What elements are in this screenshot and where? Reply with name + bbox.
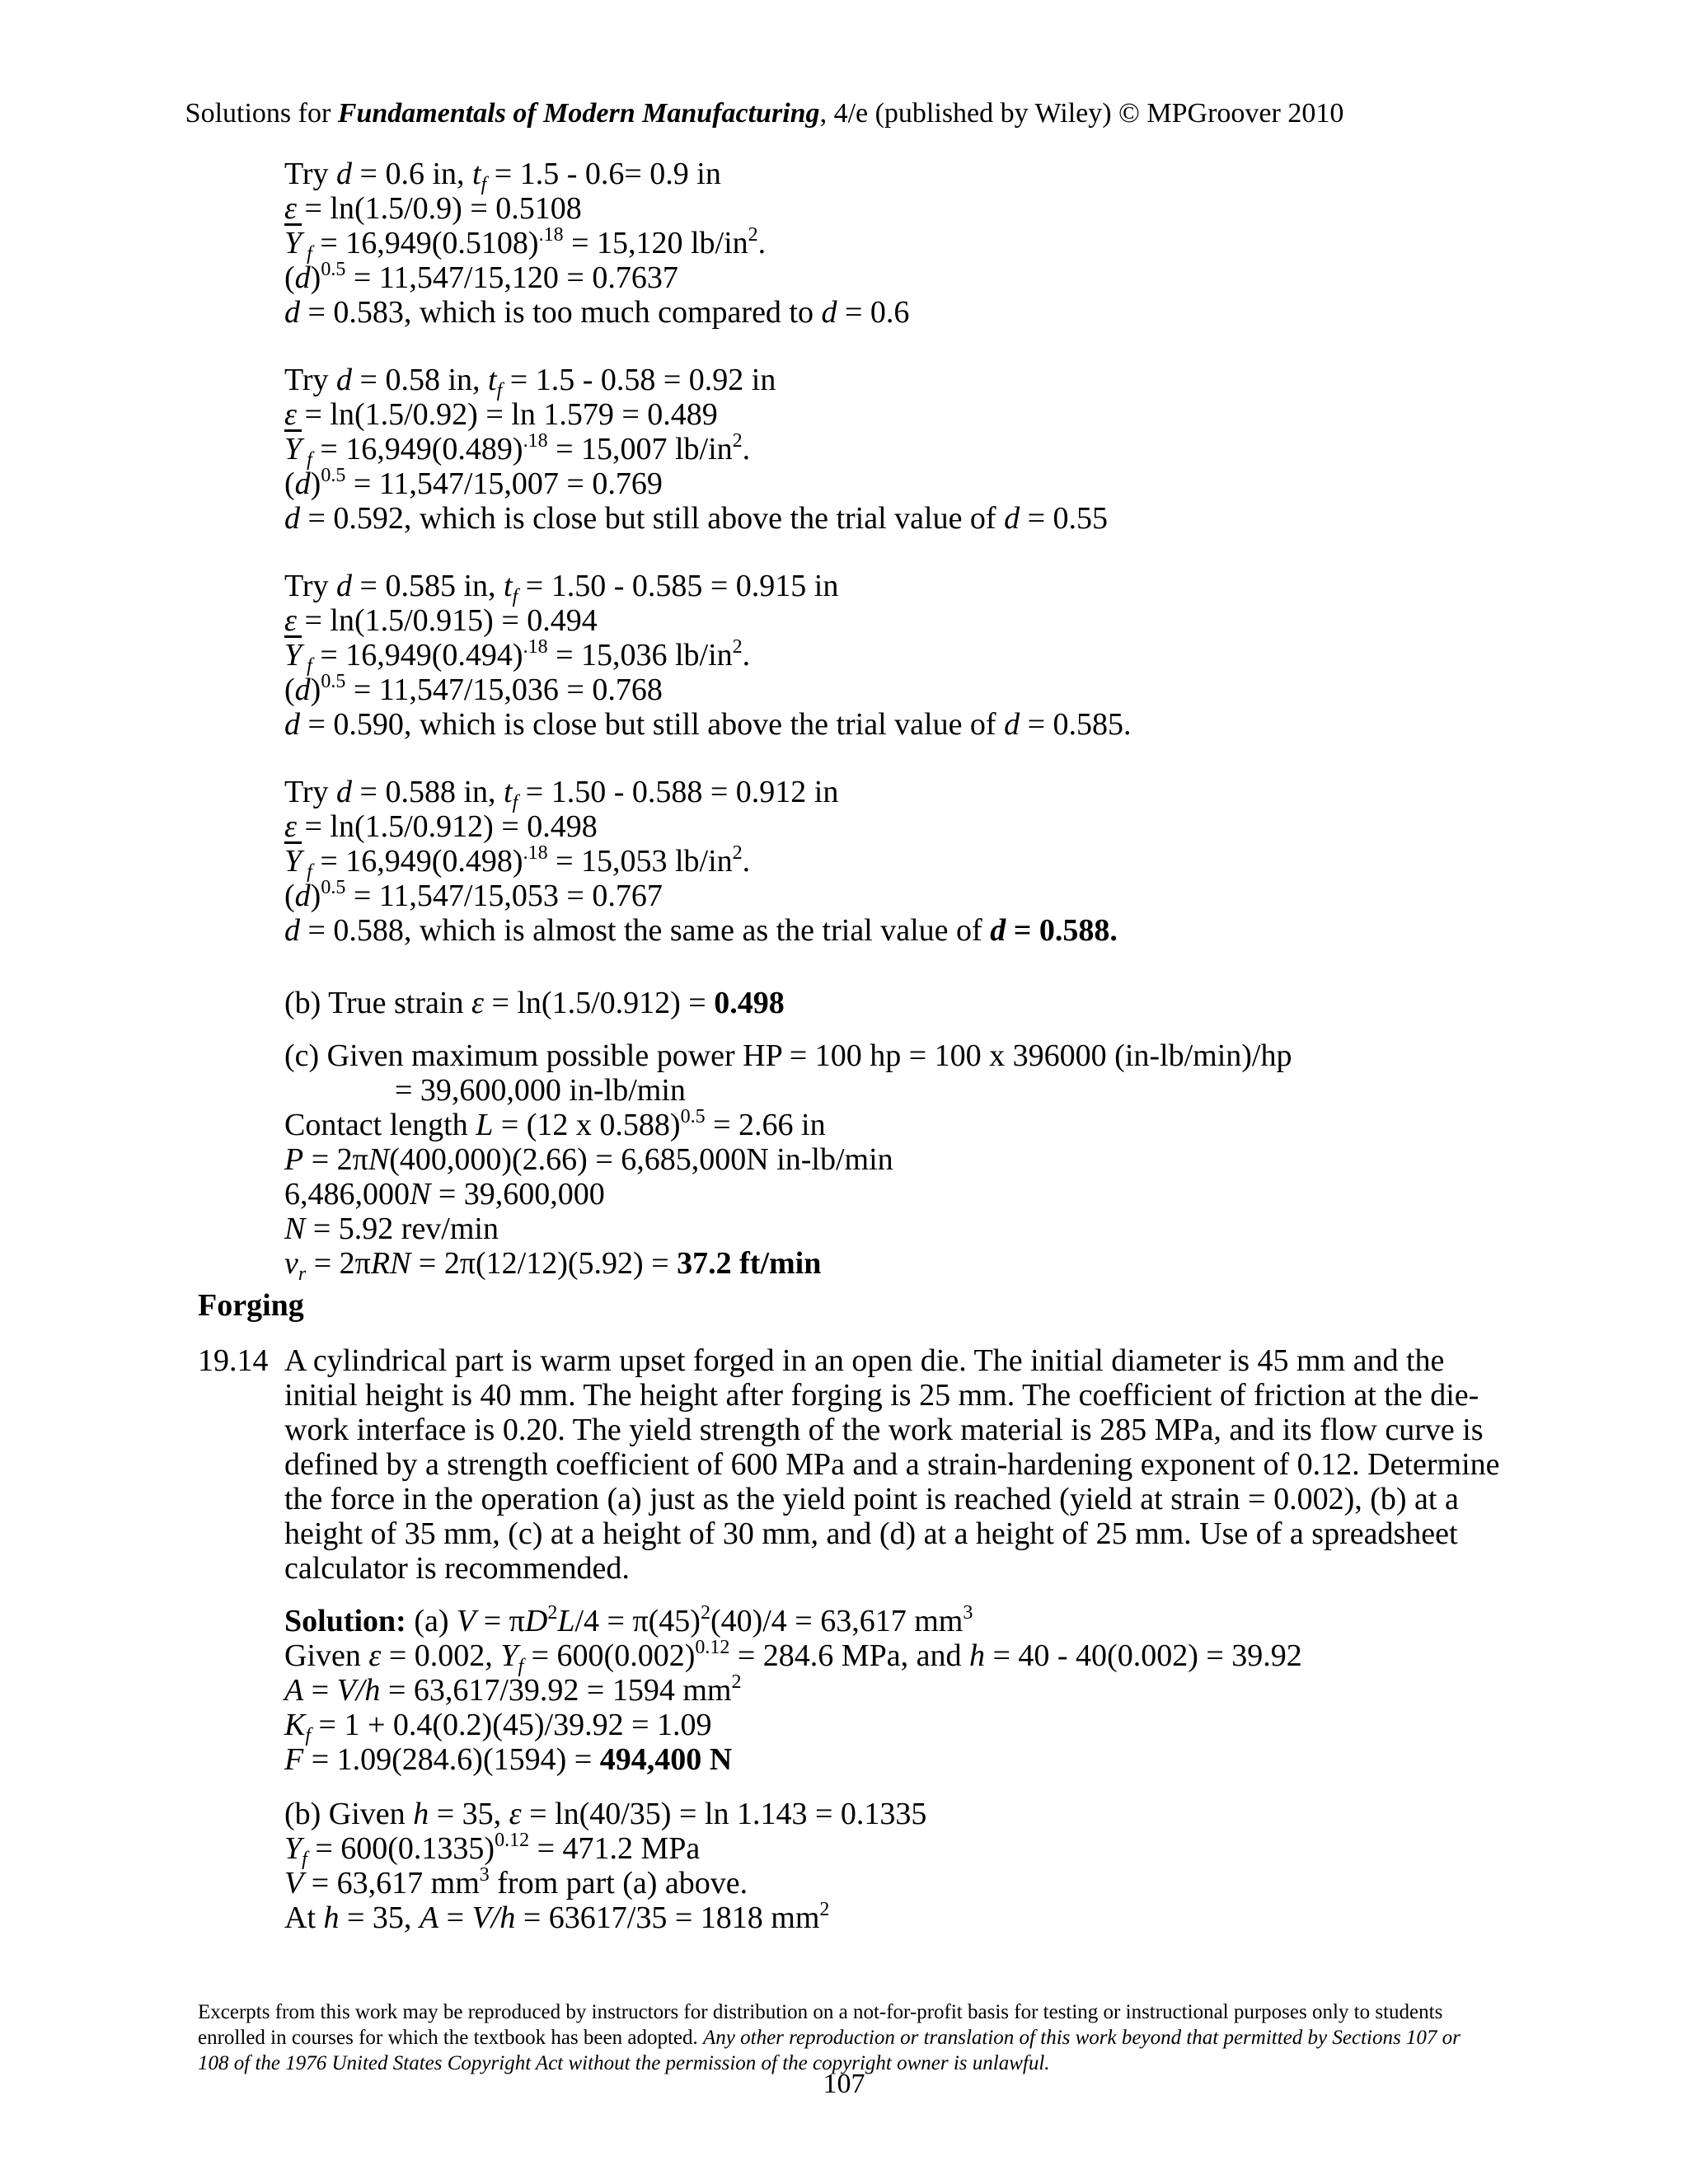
section-heading: Forging: [198, 1288, 304, 1323]
solution-part-a: Solution: (a) $V = \pi D^2L/4 = \pi(45)^2(40)/4 = 63,617$ $mm^3$ Given ε = 0.002, $Y_f = 600(0.002)^{0.12} = 284.6$ MPa, and h = 40 - 40(0.002) = 39.92 A = V/h = 63,617/39.92 = 1594 $mm^2$ $K_f = 1 + 0.4(0.2)(45)/39.92 = 1.09$ F = 1.09(284.6)(1594) = 494,400 N: [284, 1602, 1302, 1777]
trial-block: Try d = 0.58 in, $t_f = 1.5 - 0.58 = 0.92$ in ε = ln(1.5/0.92) = ln 1.579 = 0.489 $\overline{Y}$ $_f = 16,949(0.489)^{.18} = 15,007$ $lb/in^2$. $(d)^{0.5} = 11,547/15,007 = 0.769$ d = 0.592, which is close but still above the trial value of d = 0.55: [284, 363, 1109, 536]
book-title: Fundamentals of Modern Manufacturing: [337, 98, 820, 129]
page-number: 107: [823, 2069, 865, 2099]
trial-block: Try d = 0.6 in, $t_f = 1.5 - 0.6= 0.9$ in ε = ln(1.5/0.9) = 0.5108 $\overline{Y}$ $_f = 16,949(0.5108)^{.18} = 15,120$ $lb/in^2$. $(d)^{0.5} = 11,547/15,120 = 0.7637$ d = 0.583, which is too much compared to d = 0.6: [284, 157, 910, 330]
copyright-footer: Excerpts from this work may be reproduced by instructors for distribution on a not-for-profit basis for testing or instructional purposes only to students enrolled in courses for which the textbook has been adopted. Any other reproduction or translation of this work beyond that permitted by Sections 107 or 108 of the 1976 United States Copyright Act without the permission of the copyright owner is unlawful.: [198, 2001, 1461, 2074]
part-c-block: (c) Given maximum possible power HP = 100 hp = 100 x 396000 (in-lb/min)/hp = 39,600,000 in-lb/min Contact length L = (12 x 0.588)$^{0.5}$ = 2.66 in P = 2πN(400,000)(2.66) = 6,685,000N in-lb/min 6,486,000N = 39,600,000 N = 5.92 rev/min $v_r = 2\pi RN = 2\pi(12/12)(5.92) = 37.2$ ft/min: [284, 1038, 1292, 1285]
part-b-result: (b) True strain ε = ln(1.5/0.912) = 0.498: [284, 986, 785, 1020]
problem-number: 19.14: [198, 1343, 269, 1378]
page-header: Solutions for Fundamentals of Modern Manufacturing, 4/e (published by Wiley) © MPGroover 2010: [185, 98, 1344, 129]
problem-statement: A cylindrical part is warm upset forged in an open die. The initial diameter is 45 mm and the initial height is 40 mm. The height after forging is 25 mm. The coefficient of friction at the die-work interface is 0.20. The yield strength of the work material is 285 MPa, and its flow curve is defined by a strength coefficient of 600 MPa and a strain-hardening exponent of 0.12. Determine the force in the operation (a) just as the yield point is reached (yield at strain = 0.002), (b) at a height of 35 mm, (c) at a height of 30 mm, and (d) at a height of 25 mm. Use of a spreadsheet calculator is recommended.: [284, 1343, 1500, 1586]
trial-block: Try d = 0.588 in, $t_f = 1.50 - 0.588 = 0.912$ in ε = ln(1.5/0.912) = 0.498 $\overline{Y}$ $_f = 16,949(0.498)^{.18} = 15,053$ $lb/in^2$. $(d)^{0.5} = 11,547/15,053 = 0.767$ d = 0.588, which is almost the same as the trial value of d = 0.588.: [284, 775, 1118, 948]
solution-part-b: (b) Given h = 35, ε = ln(40/35) = ln 1.143 = 0.1335 $Y_f = 600(0.1335)^{0.12} = 471.2$ MPa V = 63,617 $mm^3$ from part (a) above. At h = 35, A = V/h = 63617/35 = 1818 $mm^2$: [284, 1797, 927, 1935]
trial-block: Try d = 0.585 in, $t_f = 1.50 - 0.585 = 0.915$ in ε = ln(1.5/0.915) = 0.494 $\overline{Y}$ $_f = 16,949(0.494)^{.18} = 15,036$ $lb/in^2$. $(d)^{0.5} = 11,547/15,036 = 0.768$ d = 0.590, which is close but still above the trial value of d = 0.585.: [284, 569, 1132, 742]
